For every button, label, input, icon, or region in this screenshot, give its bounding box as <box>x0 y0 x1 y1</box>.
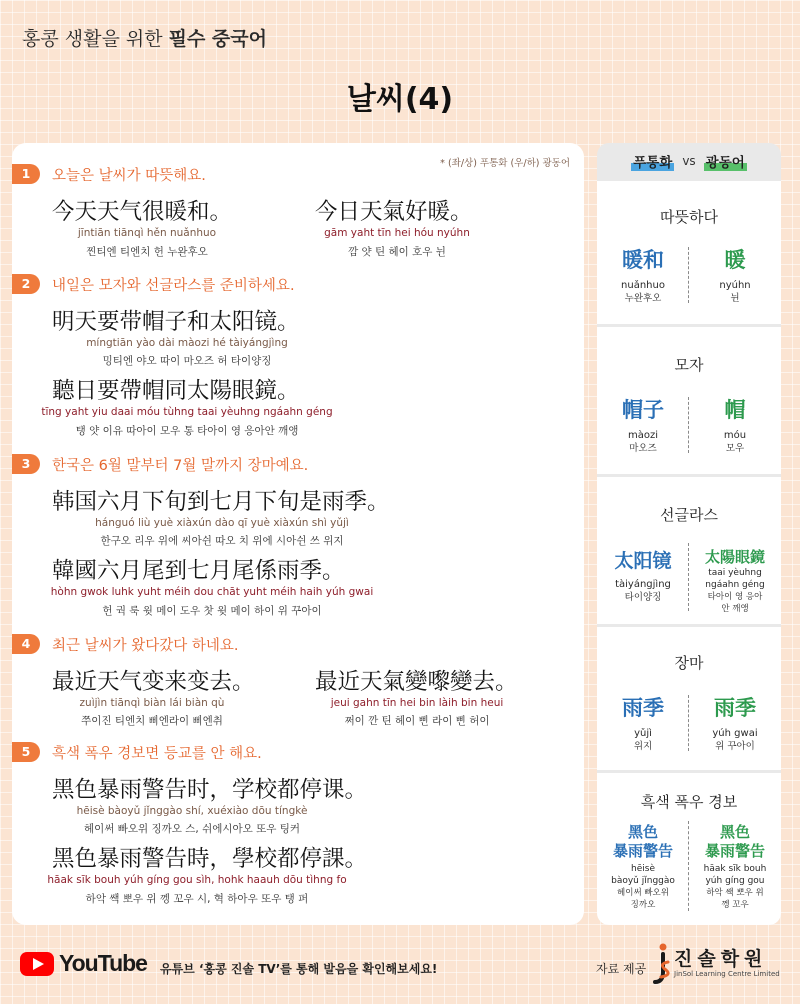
cantonese-word-korean-1: 하악 쌕 뽀우 위 <box>706 888 764 898</box>
mandarin-word-pinyin: nuǎnhuo <box>621 280 665 291</box>
mandarin-pinyin: míngtiān yào dài màozi hé tàiyángjìng <box>86 337 288 349</box>
cantonese-pinyin: gām yaht tīn hei hóu nyúhn <box>324 227 470 239</box>
cantonese-word-pinyin-1: hāak sīk bouh <box>703 864 767 874</box>
cantonese-word-korean-2: 안 깨앵 <box>721 604 749 614</box>
cantonese-hanzi: 今日天氣好暖。 <box>315 199 473 225</box>
cantonese-word <box>689 547 781 615</box>
academy-name: 진솔학원 <box>674 948 768 970</box>
section-header <box>12 634 239 654</box>
mandarin-word-hanzi: 雨季 <box>622 696 664 720</box>
mandarin-hanzi: 韩国六月下旬到七月下旬是雨季。 <box>52 489 390 515</box>
cantonese-hanzi: 黑色暴雨警告時，學校都停課。 <box>52 846 368 872</box>
cantonese-word-pinyin-1: taai yèuhng <box>708 568 762 578</box>
mandarin-word <box>597 549 689 604</box>
section-header <box>12 274 295 294</box>
academy-logo <box>652 942 792 986</box>
mandarin-word-hanzi: 帽子 <box>622 398 664 422</box>
section-number-badge: 2 <box>12 274 40 294</box>
cantonese-pinyin: hāak sīk bouh yúh gíng gou sìh, hohk haauh dōu tìhng fo <box>47 874 347 886</box>
language-note: * (좌/상) 푸통화 (우/하) 광동어 <box>440 158 570 169</box>
series-prefix: 홍콩 생활을 위한 <box>22 28 169 50</box>
cantonese-word-hanzi: 暖 <box>724 248 746 272</box>
section-korean: 내일은 모자와 선글라스를 준비하세요. <box>52 277 295 294</box>
mandarin-word-pinyin: yǔjì <box>634 728 652 739</box>
mandarin-word-hanzi: 暖和 <box>622 248 664 272</box>
section-number-badge: 5 <box>12 742 40 762</box>
page-title: 날씨(4) <box>346 82 454 117</box>
cantonese-word-korean: 위 꾸아이 <box>715 741 755 752</box>
cantonese-hanzi: 最近天氣變嚟變去。 <box>315 669 518 695</box>
mandarin-word-pinyin: màozi <box>627 430 658 441</box>
mandarin-label: 푸통화 <box>631 151 674 171</box>
cantonese-korean-reading: 탱 얏 이유 따아이 모우 통 타아이 영 응아안 깨앵 <box>75 425 299 437</box>
section-header <box>12 742 262 762</box>
mandarin-hanzi: 黑色暴雨警告时，学校都停课。 <box>52 777 368 803</box>
vs-label: vs <box>682 154 696 168</box>
cantonese-word-korean-1: 타아이 영 응아 <box>707 592 763 602</box>
section-header <box>12 454 308 474</box>
cantonese-word-pinyin-2: yúh gíng gou <box>705 876 765 886</box>
mandarin-korean-reading: 한구오 리우 위에 씨아쉰 따오 치 위에 시아쉰 쓰 위지 <box>100 535 344 547</box>
section-header <box>12 164 206 184</box>
cantonese-label: 광동어 <box>704 151 747 171</box>
cantonese-pinyin: hòhn gwok luhk yuht méih dou chāt yuht méih haih yúh gwai <box>50 586 374 598</box>
mandarin-hanzi: 今天天气很暖和。 <box>52 199 233 225</box>
mandarin-word-hanzi-1: 黑色 <box>627 823 658 841</box>
mandarin-korean-reading: 밍티엔 야오 따이 마오즈 허 타이양징 <box>102 355 272 367</box>
mandarin-korean-reading: 찐티엔 티엔치 헌 누완후오 <box>86 246 208 258</box>
vocab-korean: 모자 <box>674 356 704 374</box>
cantonese-word-pinyin: móu <box>723 430 747 441</box>
cantonese-word-hanzi-1: 黑色 <box>719 823 750 841</box>
mandarin-word-korean: 누완후오 <box>624 293 662 304</box>
cantonese-pinyin: tīng yaht yiu daai móu tùhng taai yèuhng ngáahn géng <box>41 406 333 418</box>
cantonese-hanzi: 韓國六月尾到七月尾係雨季。 <box>52 558 345 584</box>
vocab-card-black-rainstorm <box>597 773 781 925</box>
mandarin-word-korean: 위지 <box>633 741 653 752</box>
series-title <box>22 24 267 51</box>
mandarin-word-pinyin: tàiyángjìng <box>615 579 671 590</box>
vocab-korean: 따뜻하다 <box>660 208 718 226</box>
mandarin-pinyin: hánguó liù yuè xiàxún dào qī yuè xiàxún shì yǔjì <box>95 517 349 529</box>
mandarin-word-korean: 타이양징 <box>624 592 662 603</box>
cantonese-word-korean: 모우 <box>725 443 745 454</box>
mandarin-word-hanzi: 太阳镜 <box>614 550 672 572</box>
section-korean: 흑색 폭우 경보면 등교를 안 해요. <box>52 745 262 762</box>
cantonese-hanzi: 聽日要帶帽同太陽眼鏡。 <box>52 378 300 404</box>
vocab-korean: 흑색 폭우 경보 <box>640 793 738 811</box>
cantonese-word <box>689 247 781 305</box>
series-bold: 필수 중국어 <box>168 28 267 50</box>
vocab-card-hat <box>597 327 781 474</box>
mandarin-hanzi: 最近天气变来变去。 <box>52 669 255 695</box>
mandarin-word-korean-1: 헤이써 빠오위 <box>617 888 669 898</box>
cantonese-word-hanzi-2: 暴雨警告 <box>704 842 765 860</box>
youtube-play-icon <box>20 952 54 976</box>
vocab-korean: 선글라스 <box>660 506 718 524</box>
mandarin-pinyin: zuìjìn tiānqì biàn lái biàn qù <box>79 697 225 709</box>
mandarin-word <box>597 397 689 455</box>
footer-message: 유튜브 ‘홍콩 진솔 TV’를 통해 발음을 확인해보세요! <box>160 962 438 976</box>
cantonese-korean-reading: 하악 쌕 뽀우 위 껭 꼬우 시, 혁 하아우 또우 탱 퍼 <box>85 893 309 905</box>
credit-label: 자료 제공 <box>596 962 647 976</box>
mandarin-word-korean: 마오즈 <box>629 443 657 454</box>
cantonese-word-hanzi: 帽 <box>724 398 746 422</box>
vocab-card-rainy-season <box>597 627 781 770</box>
section-number-badge: 3 <box>12 454 40 474</box>
academy-logo-icon <box>652 942 672 986</box>
panel-header <box>597 143 781 179</box>
cantonese-word-pinyin: yúh gwai <box>712 728 758 739</box>
mandarin-word-korean-2: 징까오 <box>630 900 656 910</box>
section-korean: 최근 날씨가 왔다갔다 하네요. <box>52 637 239 654</box>
cantonese-korean-reading: 헌 궉 룩 윗 메이 도우 찻 윗 메이 하이 위 꾸아이 <box>102 605 322 617</box>
cantonese-pinyin: jeui gahn tīn hei bin làih bin heui <box>330 697 504 709</box>
vocabulary-comparison-panel <box>597 143 781 925</box>
mandarin-word-pinyin-2: bàoyǔ jǐnggào <box>611 876 675 886</box>
cantonese-word-pinyin-2: ngáahn géng <box>705 580 765 590</box>
mandarin-korean-reading: 헤이써 빠오위 징까오 스, 쉬에시아오 또우 팅커 <box>83 823 301 835</box>
mandarin-word <box>597 823 689 911</box>
academy-subtitle: JinSol Learning Centre Limited <box>674 970 780 978</box>
cantonese-word-korean: 뉜 <box>730 293 740 304</box>
mandarin-word-pinyin-1: hēisè <box>631 864 655 874</box>
cantonese-word <box>689 397 781 455</box>
section-number-badge: 1 <box>12 164 40 184</box>
vocab-card-sunglasses <box>597 477 781 624</box>
cantonese-word-hanzi: 太陽眼鏡 <box>704 548 765 566</box>
cantonese-word-korean-2: 껭 꼬우 <box>721 900 749 910</box>
cantonese-word-hanzi: 雨季 <box>714 696 756 720</box>
cantonese-korean-reading: 깜 얏 틴 헤이 호우 뉜 <box>348 246 446 258</box>
sentences-card <box>12 143 584 925</box>
mandarin-pinyin: hēisè bàoyǔ jǐnggào shí, xuéxiào dōu tíngkè <box>76 805 308 817</box>
vocab-korean: 장마 <box>674 654 704 672</box>
cantonese-word-pinyin: nyúhn <box>719 280 751 291</box>
cantonese-korean-reading: 쩌이 깐 틴 헤이 삔 라이 삔 허이 <box>344 715 490 727</box>
youtube-logo[interactable] <box>20 950 147 977</box>
mandarin-word <box>597 247 689 305</box>
youtube-wordmark: YouTube <box>59 950 147 976</box>
mandarin-pinyin: jīntiān tiānqì hěn nuǎnhuo <box>77 227 217 239</box>
vocab-card-warm <box>597 181 781 324</box>
mandarin-korean-reading: 쭈이진 티엔치 삐엔라이 삐엔취 <box>81 715 223 727</box>
section-korean: 오늘은 날씨가 따뜻해요. <box>52 167 206 184</box>
mandarin-word-hanzi-2: 暴雨警告 <box>612 842 673 860</box>
cantonese-word <box>689 823 781 911</box>
section-number-badge: 4 <box>12 634 40 654</box>
cantonese-word <box>689 695 781 753</box>
section-korean: 한국은 6월 말부터 7월 말까지 장마예요. <box>52 457 309 474</box>
mandarin-hanzi: 明天要带帽子和太阳镜。 <box>52 309 300 335</box>
mandarin-word <box>597 695 689 753</box>
